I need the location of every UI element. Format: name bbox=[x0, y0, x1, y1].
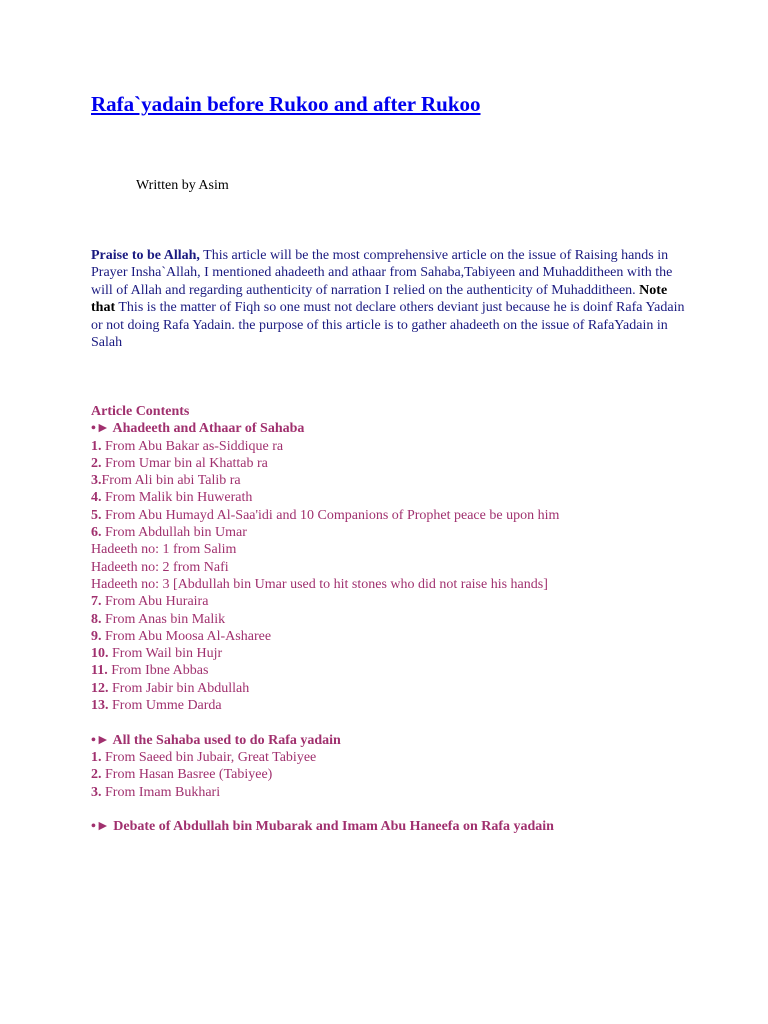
item-number: 1. bbox=[91, 438, 102, 454]
item-text: From Jabir bin Abdullah bbox=[108, 680, 250, 696]
list-item[interactable] bbox=[91, 645, 731, 662]
item-number: 5. bbox=[91, 507, 102, 523]
section-title: All the Sahaba used to do Rafa yadain bbox=[112, 732, 341, 748]
intro-paragraph bbox=[91, 247, 691, 351]
item-number: 9. bbox=[91, 628, 102, 644]
item-text: From Imam Bukhari bbox=[101, 784, 221, 800]
spacer bbox=[91, 714, 731, 731]
list-item[interactable] bbox=[91, 611, 731, 628]
item-text: From Umme Darda bbox=[108, 698, 222, 714]
item-text: From Saeed bin Jubair, Great Tabiyee bbox=[101, 749, 317, 765]
item-number: 4. bbox=[91, 490, 102, 506]
list-item[interactable] bbox=[91, 662, 731, 679]
intro-text-1: This article will be the most comprehensive article on the issue of Raising hands in Prayer Insha`Allah, I mentioned ahadeeth and athaar from Sahaba,Tabiyeen and Muhadditheen with the will of Allah and regarding authenticity of narration I relied on the authenticity of Muhadditheen. bbox=[91, 248, 673, 298]
hadeeth-item[interactable]: Hadeeth no: 3 [Abdullah bin Umar used to hit stones who did not raise his hands] bbox=[91, 576, 548, 592]
item-number: 3. bbox=[91, 473, 102, 489]
item-number: 13. bbox=[91, 698, 109, 714]
list-item[interactable] bbox=[91, 593, 731, 610]
item-number: 12. bbox=[91, 680, 109, 696]
list-item[interactable] bbox=[91, 697, 731, 714]
item-text: From Abu Bakar as-Siddique ra bbox=[101, 438, 284, 454]
contents-heading: Article Contents bbox=[91, 404, 190, 419]
item-text: From Anas bin Malik bbox=[101, 611, 226, 627]
item-number: 1. bbox=[91, 749, 102, 765]
item-text: From Hasan Basree (Tabiyee) bbox=[101, 767, 273, 783]
intro-lead: Praise to be Allah, bbox=[91, 248, 200, 263]
list-item[interactable] bbox=[91, 766, 731, 783]
author-line: Written by Asim bbox=[136, 178, 229, 193]
section-title: Debate of Abdullah bin Mubarak and Imam Abu Haneefa on Rafa yadain bbox=[113, 819, 554, 835]
article-contents bbox=[91, 403, 731, 835]
arrow-bullet-icon: •► bbox=[91, 421, 110, 437]
list-item[interactable] bbox=[91, 472, 731, 489]
list-item[interactable] bbox=[91, 438, 731, 455]
section-heading-sahaba[interactable] bbox=[91, 732, 731, 749]
list-item[interactable] bbox=[91, 628, 731, 645]
item-text: From Abu Huraira bbox=[101, 594, 209, 610]
section-heading-ahadeeth[interactable] bbox=[91, 420, 731, 437]
item-number: 7. bbox=[91, 594, 102, 610]
list-item[interactable] bbox=[91, 784, 731, 801]
arrow-bullet-icon: •► bbox=[91, 819, 110, 835]
item-text: From Abu Moosa Al-Asharee bbox=[101, 628, 272, 644]
list-item[interactable] bbox=[91, 455, 731, 472]
item-number: 8. bbox=[91, 611, 102, 627]
list-item[interactable] bbox=[91, 749, 731, 766]
item-text: From Umar bin al Khattab ra bbox=[101, 455, 268, 471]
list-item[interactable] bbox=[91, 524, 731, 541]
item-number: 10. bbox=[91, 646, 109, 662]
item-text: From Ali bin abi Talib ra bbox=[101, 473, 241, 489]
item-number: 11. bbox=[91, 663, 108, 679]
item-text: From Malik bin Huwerath bbox=[101, 490, 253, 506]
hadeeth-item[interactable]: Hadeeth no: 1 from Salim bbox=[91, 542, 237, 558]
item-number: 2. bbox=[91, 767, 102, 783]
list-item[interactable] bbox=[91, 680, 731, 697]
item-text: From Abdullah bin Umar bbox=[101, 525, 247, 541]
hadeeth-item[interactable]: Hadeeth no: 2 from Nafi bbox=[91, 559, 229, 575]
item-number: 6. bbox=[91, 525, 102, 541]
arrow-bullet-icon: •► bbox=[91, 732, 110, 748]
article-title-link[interactable]: Rafa`yadain before Rukoo and after Rukoo bbox=[91, 92, 481, 116]
item-text: From Abu Humayd Al-Saa'idi and 10 Companions of Prophet peace be upon him bbox=[101, 507, 560, 523]
section-title: Ahadeeth and Athaar of Sahaba bbox=[112, 421, 305, 437]
item-text: From Wail bin Hujr bbox=[108, 646, 223, 662]
note-label: Note that bbox=[91, 282, 668, 316]
list-item[interactable] bbox=[91, 489, 731, 506]
item-number: 3. bbox=[91, 784, 102, 800]
item-text: From Ibne Abbas bbox=[107, 663, 209, 679]
list-item[interactable] bbox=[91, 507, 731, 524]
section-heading-debate[interactable] bbox=[91, 818, 731, 835]
intro-text-2: This is the matter of Fiqh so one must not declare others deviant just because he is doinf Rafa Yadain or not doing Rafa Yadain. the purpose of this article is to gather ahadeeth on the issue of RafaYadain in Salah bbox=[91, 300, 685, 351]
spacer bbox=[91, 801, 731, 818]
item-number: 2. bbox=[91, 455, 102, 471]
